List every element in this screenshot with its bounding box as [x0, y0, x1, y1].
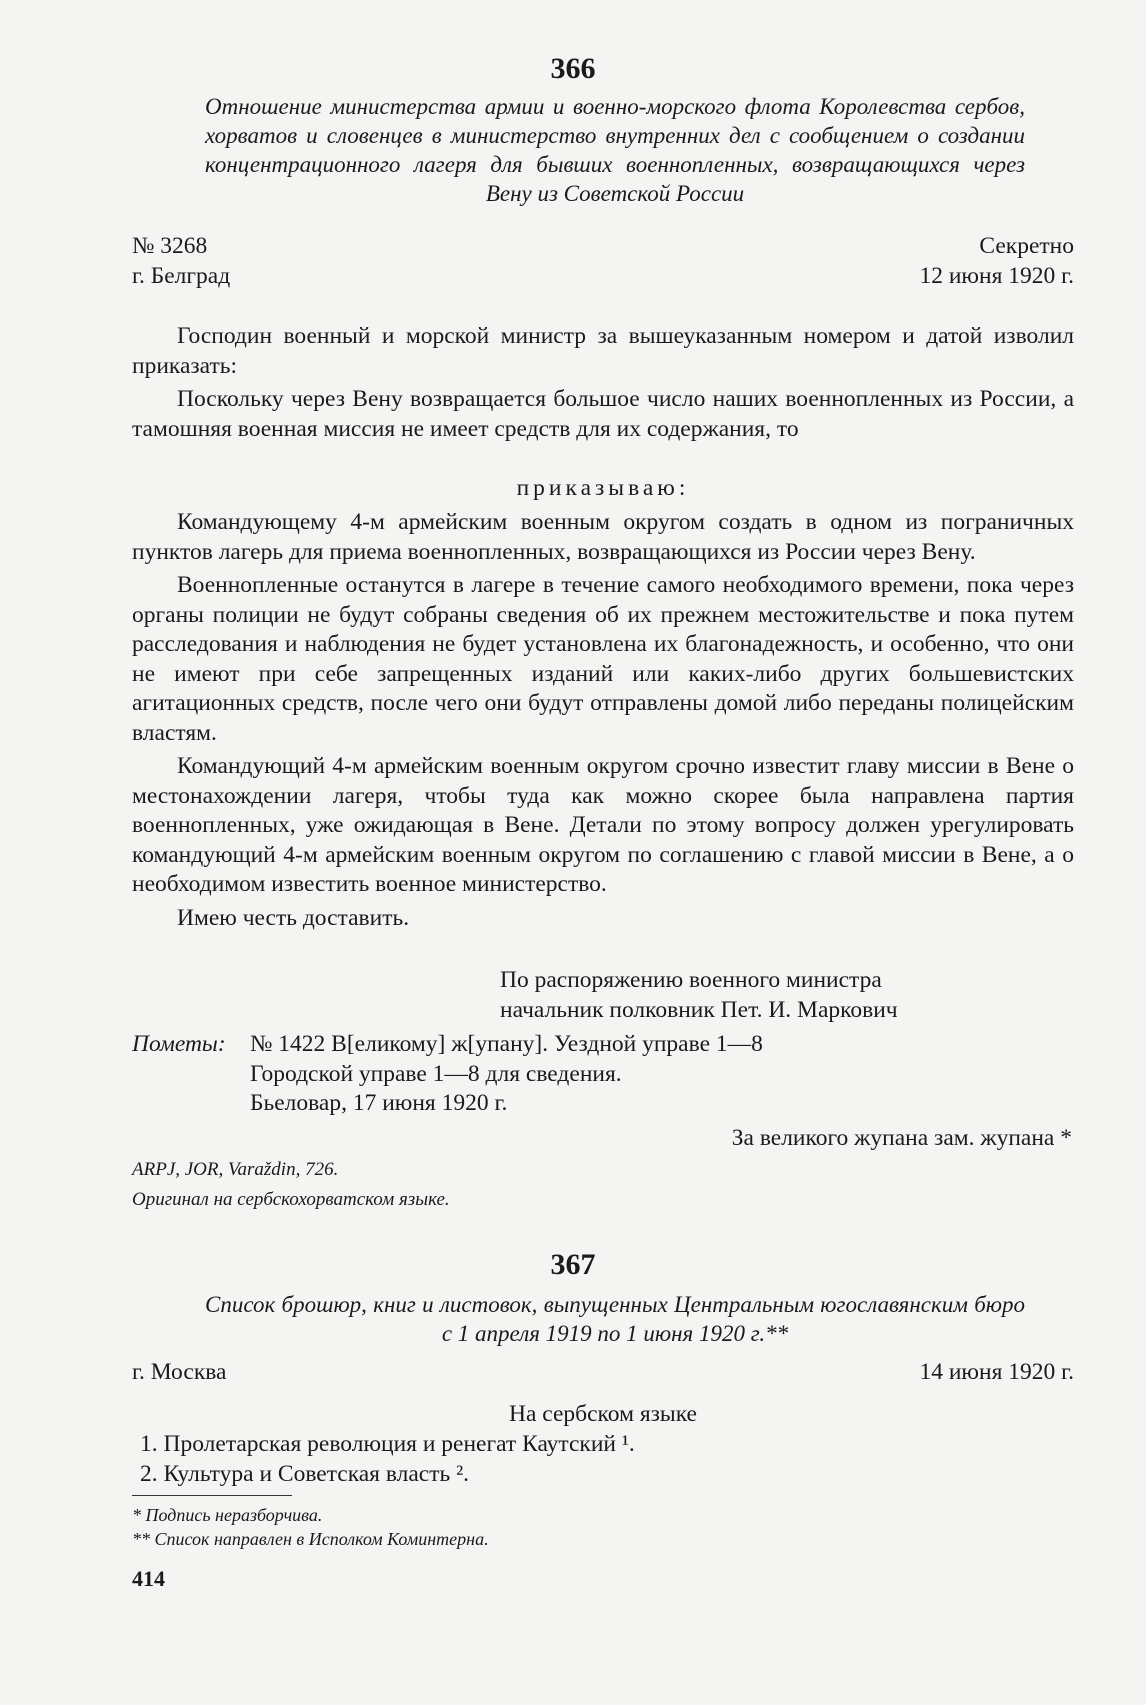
- note-line: Бьеловар, 17 июня 1920 г.: [250, 1090, 508, 1116]
- notes: [132, 1030, 1074, 1119]
- note-line: № 1422 В[еликому] ж[упану]. Уездной управе 1—8: [250, 1031, 763, 1057]
- date: 14 июня 1920 г.: [919, 1359, 1074, 1385]
- signature: [500, 966, 1020, 1025]
- signature-line: По распоряжению военного министра: [500, 967, 882, 993]
- body-order: [132, 508, 1074, 937]
- place: г. Белград: [132, 262, 231, 289]
- document-number-366: 366: [550, 52, 596, 85]
- page-number: 414: [132, 1566, 165, 1591]
- order-word: приказываю:: [516, 475, 690, 501]
- footnote: * Подпись неразборчива.: [132, 1505, 323, 1525]
- secret-label: Секретно: [979, 233, 1074, 259]
- paragraph: Имею честь доставить.: [177, 904, 410, 931]
- date: 12 июня 1920 г.: [919, 262, 1074, 289]
- document-title-367: Список брошюр, книг и листовок, выпущенных Центральным югославянским бюро с 1 апреля 1919 по 1 июня 1920 г.**: [205, 1292, 1025, 1346]
- note-line: Городской управе 1—8 для сведения.: [250, 1060, 622, 1087]
- body-intro: [132, 322, 1074, 448]
- paragraph: Командующий 4-м армейским военным округом срочно известит главу миссии в Вене о местонахождении лагеря, чтобы туда как можно скорее была направлена партия военнопленных, уже ожидающая в Вене. Детали по этому вопросу должен урегулировать командующий 4-м армейским военным округом по соглашению с главой миссии в Вене, а о необходимом известить военное министерство.: [132, 753, 1074, 897]
- original-language: Оригинал на сербскохорватском языке.: [132, 1189, 450, 1210]
- paragraph: Поскольку через Вену возвращается большое число наших военнопленных из России, а тамошняя военная миссия не имеет средств для их содержания, то: [132, 386, 1074, 442]
- notes-signature: За великого жупана зам. жупана *: [731, 1125, 1072, 1151]
- place: г. Москва: [132, 1359, 227, 1385]
- notes-label: Пометы:: [132, 1031, 226, 1057]
- ref-number: № 3268: [132, 233, 208, 259]
- paragraph: Военнопленные останутся в лагере в течение самого необходимого времени, пока через органы полиции не будут собраны сведения об их прежнем местожительстве и пока путем расследования и наблюдения не будет установлена их благонадежность, и особенно, что они не имеют при себе запрещенных изданий или каких-либо других большевистских агитационных средств, после чего они будут отправлены домой либо переданы полицейским властям.: [132, 572, 1074, 746]
- list-item: 2. Культура и Советская власть ².: [140, 1460, 470, 1487]
- doc-header: [132, 232, 1074, 291]
- footnotes: [132, 1503, 1074, 1551]
- list-item: 1. Пролетарская революция и ренегат Каутский ¹.: [140, 1431, 635, 1457]
- footnote-divider: [132, 1495, 292, 1496]
- item-list: [140, 1430, 1082, 1489]
- document-title-366: Отношение министерства армии и военно-морского флота Королевства сербов, хорватов и словенцев в министерство внутренних дел с сообщением о создании концентрационного лагеря для бывших военнопленных, возвращающихся через Вену из Советской России: [205, 94, 1025, 206]
- section-heading: На сербском языке: [509, 1401, 697, 1427]
- footnote: ** Список направлен в Исполком Коминтерна.: [132, 1529, 489, 1549]
- signature-line: начальник полковник Пет. И. Маркович: [500, 996, 898, 1023]
- document-number-367: 367: [550, 1248, 596, 1281]
- archive-ref: ARPJ, JOR, Varaždin, 726.: [132, 1159, 339, 1180]
- paragraph: Командующему 4-м армейским военным округом создать в одном из пограничных пунктов лагерь для приема военнопленных, возвращающихся из России через Вену.: [132, 509, 1074, 565]
- doc367-header: [132, 1358, 1074, 1388]
- paragraph: Господин военный и морской министр за вышеуказанным номером и датой изволил приказать:: [132, 323, 1074, 379]
